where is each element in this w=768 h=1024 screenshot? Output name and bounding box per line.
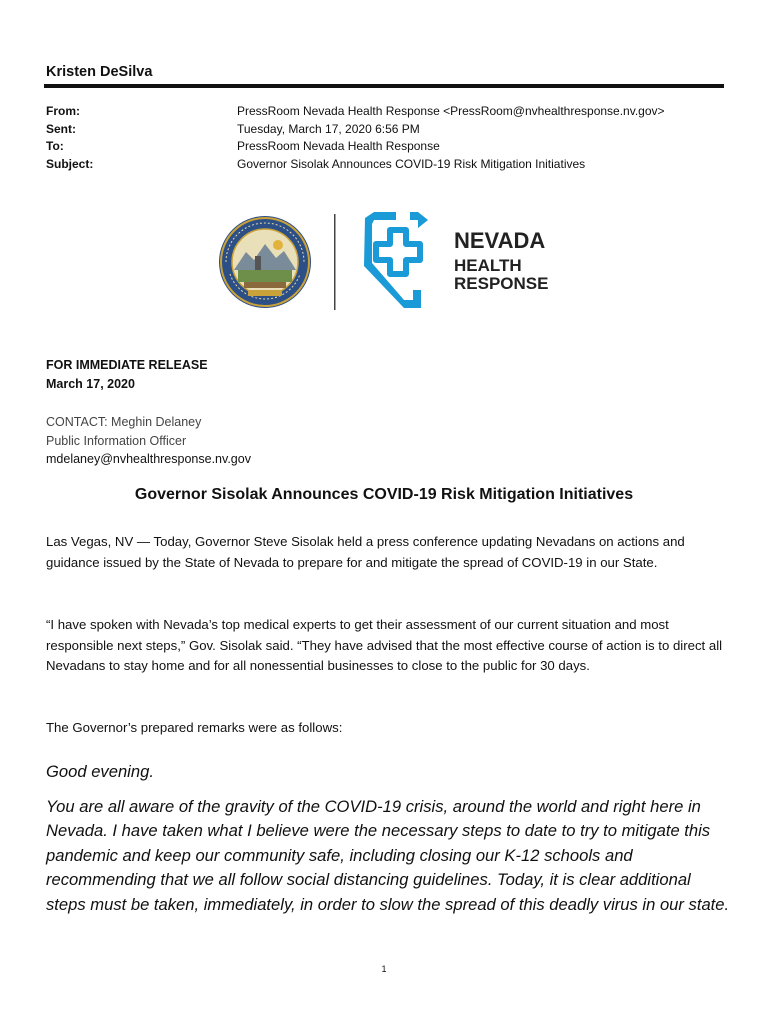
brand-line-response: RESPONSE <box>454 274 549 293</box>
brand-line-health: HEALTH <box>454 256 522 275</box>
release-label: FOR IMMEDIATE RELEASE <box>46 358 208 372</box>
from-value: PressRoom Nevada Health Response <PressRoom@nvhealthresponse.nv.gov> <box>237 104 665 118</box>
to-value: PressRoom Nevada Health Response <box>237 139 440 153</box>
sent-label: Sent: <box>46 121 76 136</box>
contact-email: mdelaney@nvhealthresponse.nv.gov <box>46 452 251 466</box>
release-date: March 17, 2020 <box>46 376 135 391</box>
brand-line-nevada: NEVADA <box>454 228 546 253</box>
contact-name: CONTACT: Meghin Delaney <box>46 415 202 429</box>
subject-row <box>46 156 665 174</box>
sent-value: Tuesday, March 17, 2020 6:56 PM <box>237 121 420 136</box>
body-paragraph-3: The Governor’s prepared remarks were as follows: <box>46 720 343 735</box>
contact-block <box>46 413 251 469</box>
sender-name: Kristen DeSilva <box>46 64 153 80</box>
page-number: 1 <box>381 964 387 974</box>
from-row <box>46 103 665 121</box>
from-label: From: <box>46 104 80 118</box>
logo-divider <box>334 214 336 310</box>
to-label: To: <box>46 139 64 153</box>
to-row <box>46 138 665 156</box>
nevada-health-response-logo <box>218 208 558 316</box>
remarks-greeting: Good evening. <box>46 762 154 781</box>
email-header <box>46 103 665 173</box>
nevada-seal-icon <box>219 216 311 308</box>
header-divider <box>44 84 724 88</box>
nevada-state-cross-icon <box>364 212 428 308</box>
body-paragraph-1: Las Vegas, NV — Today, Governor Steve Sisolak held a press conference updating Nevadans on actions and guidance issued by the State of Nevada to prepare for and mitigate the spread of COVID-19 in our State. <box>46 534 685 570</box>
subject-value: Governor Sisolak Announces COVID-19 Risk Mitigation Initiatives <box>237 156 586 171</box>
body-paragraph-2: “I have spoken with Nevada’s top medical experts to get their assessment of our current situation and most responsible next steps,” Gov. Sisolak said. “They have advised that the most effective course of action is to direct all Nevadans to stay home and for all nonessential businesses to close to the public for 30 days. <box>46 617 723 673</box>
contact-title: Public Information Officer <box>46 433 187 448</box>
sent-row <box>46 121 665 139</box>
remarks-paragraph: You are all aware of the gravity of the COVID-19 crisis, around the world and right here in Nevada. I have taken what I believe were the necessary steps to date to try to mitigate this pandemic and keep our community safe, including closing our K-12 schools and recommending that we all follow social distancing guidelines. Today, it is clear additional steps must be taken, immediately, in order to slow the spread of this deadly virus in our state. <box>46 797 730 914</box>
release-block <box>46 356 208 393</box>
subject-label: Subject: <box>46 156 94 171</box>
press-release-title: Governor Sisolak Announces COVID-19 Risk Mitigation Initiatives <box>134 486 634 503</box>
